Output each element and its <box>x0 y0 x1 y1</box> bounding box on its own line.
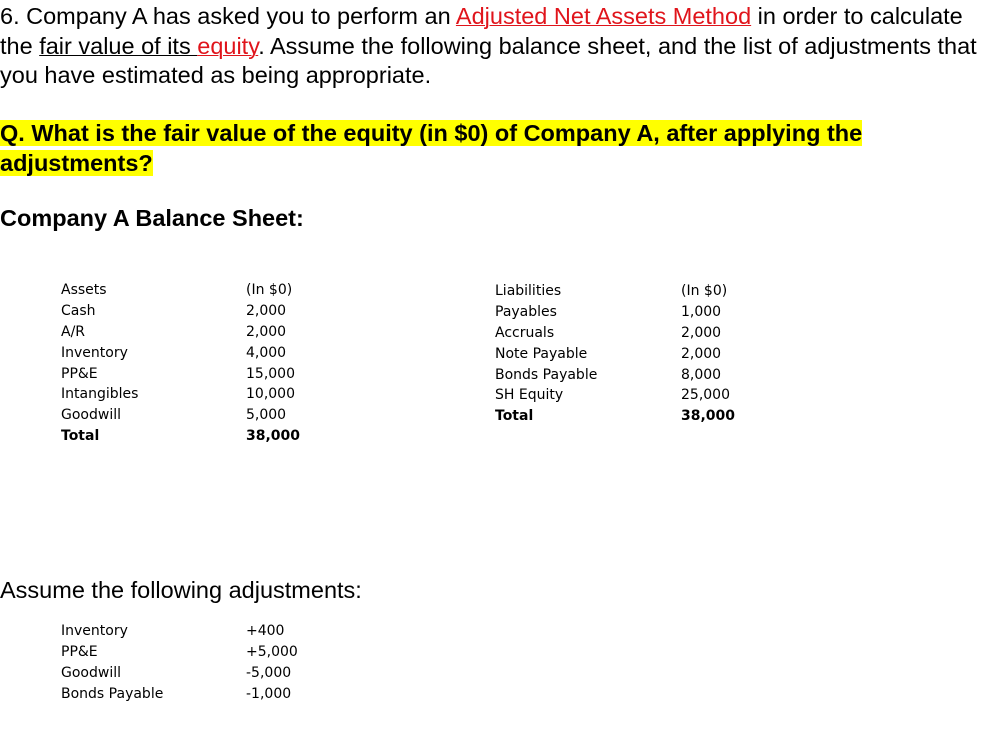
balance-sheet-title: Company A Balance Sheet: <box>0 205 304 231</box>
adjustment-label: Inventory <box>61 623 128 639</box>
adjustment-label: Goodwill <box>61 665 121 681</box>
liabilities-total-label: Total <box>495 408 534 424</box>
liability-label: Accruals <box>495 325 555 341</box>
equity-link[interactable]: equity <box>197 32 259 59</box>
asset-value: 5,000 <box>246 407 287 423</box>
asset-label: PP&E <box>61 366 98 382</box>
adjustment-label: PP&E <box>61 644 98 660</box>
asset-label: Intangibles <box>61 386 139 402</box>
liabilities-total-value: 38,000 <box>681 408 736 424</box>
asset-label: Inventory <box>61 345 128 361</box>
liability-value: 2,000 <box>681 346 722 362</box>
liability-value: 8,000 <box>681 367 722 383</box>
question <box>0 119 990 178</box>
asset-value: 15,000 <box>246 366 295 382</box>
adjusted-net-assets-link[interactable]: Adjusted Net Assets Method <box>455 3 752 29</box>
liability-label: SH Equity <box>495 387 564 403</box>
asset-value: 4,000 <box>246 345 287 361</box>
intro-text: . Assume the following balance sheet, and the list of adjustments that you have estimated as being appropriate. <box>0 32 977 88</box>
adjustments-title: Assume the following adjustments: <box>0 577 362 603</box>
assets-total-value: 38,000 <box>246 428 301 444</box>
asset-value: 10,000 <box>246 386 295 402</box>
adjustment-value: +400 <box>246 623 285 639</box>
liability-value: 2,000 <box>681 325 722 341</box>
adjustment-label: Bonds Payable <box>61 686 164 702</box>
liabilities-header: Liabilities <box>495 283 562 299</box>
asset-value: 2,000 <box>246 324 287 340</box>
intro-text: 6. Company A has asked you to perform an <box>0 3 456 29</box>
asset-label: A/R <box>61 324 86 340</box>
liability-value: 25,000 <box>681 387 730 403</box>
intro-underlined-text: fair value of its <box>39 32 198 59</box>
asset-value: 2,000 <box>246 303 287 319</box>
adjustment-value: -1,000 <box>246 686 292 702</box>
adjustment-value: +5,000 <box>246 644 298 660</box>
asset-label: Cash <box>61 303 96 319</box>
intro-text: in order to calculate the <box>0 3 963 59</box>
question-text: Q. What is the fair value of the equity (in $0) of Company A, after applying the adjustments? <box>0 120 863 176</box>
liability-label: Payables <box>495 304 557 320</box>
liability-value: 1,000 <box>681 304 722 320</box>
adjustment-value: -5,000 <box>246 665 292 681</box>
assets-unit: (In $0) <box>246 282 293 298</box>
liability-label: Note Payable <box>495 346 588 362</box>
liability-label: Bonds Payable <box>495 367 598 383</box>
liabilities-unit: (In $0) <box>681 283 728 299</box>
assets-header: Assets <box>61 282 107 298</box>
asset-label: Goodwill <box>61 407 121 423</box>
assets-total-label: Total <box>61 428 100 444</box>
problem-statement <box>0 2 1000 91</box>
